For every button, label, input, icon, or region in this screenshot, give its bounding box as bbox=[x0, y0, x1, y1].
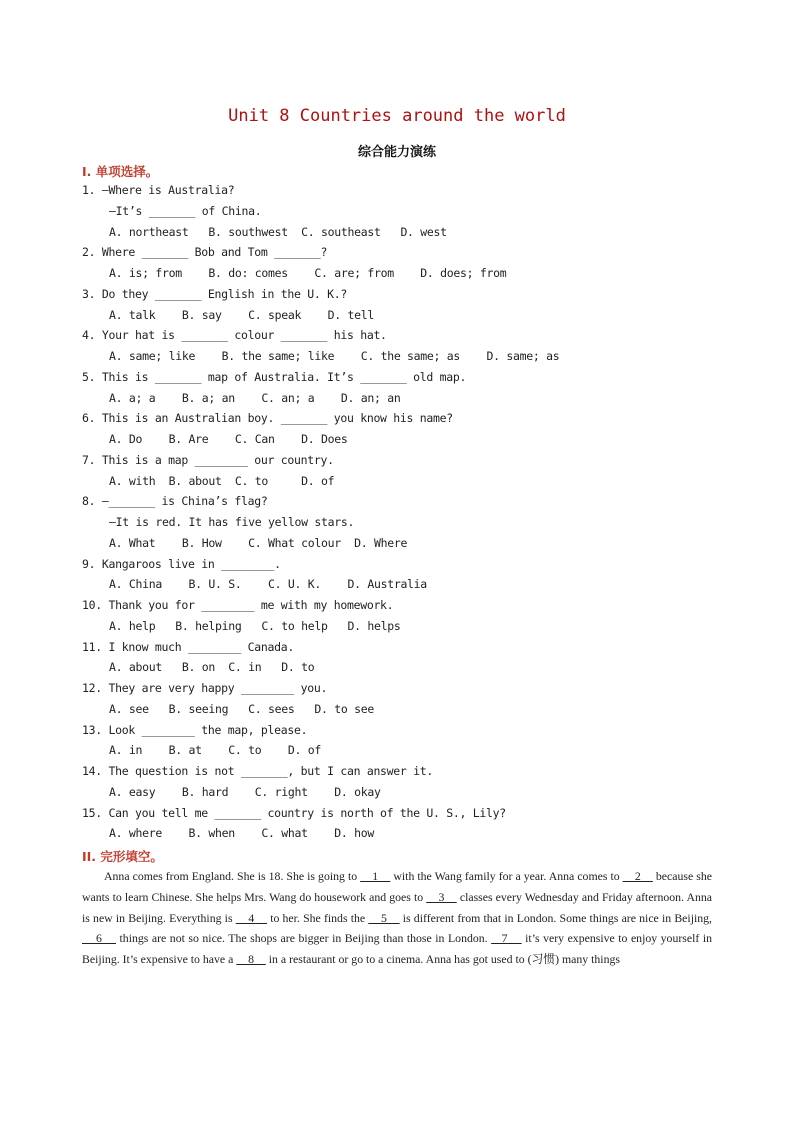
passage-text: it’s very expensive to enjoy yourself in Beijing. It’s expensive to have a bbox=[82, 931, 713, 967]
question-option-line: A. Do B. Are C. Can D. Does bbox=[109, 432, 348, 446]
passage-text: because she wants to learn Chinese. She helps Mrs. Wang do housework and goes to bbox=[82, 869, 712, 904]
question-option-line: A. with B. about C. to D. of bbox=[109, 473, 335, 488]
question-option-line: A. see B. seeing C. sees D. to see bbox=[109, 701, 374, 716]
passage-text: Anna comes from England. She is 18. She is going to bbox=[104, 869, 361, 883]
page-title: Unit 8 Countries around the world bbox=[228, 106, 566, 126]
question-option-line: A. help B. helping C. to help D. helps bbox=[109, 618, 401, 633]
cloze-blank: 4 bbox=[235, 910, 268, 925]
question-stem: 9. Kangaroos live in ________. bbox=[82, 556, 281, 571]
passage-text: classes every Wednesday and Friday afternoon. Anna is new in Beijing. Everything is bbox=[82, 889, 713, 925]
question-option-line: A. where B. when C. what D. how bbox=[109, 826, 374, 841]
cloze-blank: 2 bbox=[622, 869, 653, 883]
question-option-line: A. is; from B. do: comes C. are; from D. does; from bbox=[109, 266, 507, 280]
question-option-line: A. same; like B. the same; like C. the same; as D. same; as bbox=[109, 349, 560, 363]
passage-text: with the Wang family for a year. Anna comes to bbox=[390, 869, 623, 883]
question-stem: 5. This is _______ map of Australia. It’s _______ old map. bbox=[82, 369, 467, 384]
cloze-blank: 6 bbox=[82, 931, 117, 946]
question-option-line: A. in B. at C. to D. of bbox=[109, 743, 321, 758]
question-option-line: A. a; a B. a; an C. an; a D. an; an bbox=[109, 390, 401, 405]
question-option-line: —It is red. It has five yellow stars. bbox=[109, 515, 355, 529]
section-2-heading: II. 完形填空。 bbox=[82, 849, 163, 864]
question-stem: 2. Where _______ Bob and Tom _______? bbox=[82, 245, 328, 260]
question-option-line: A. China B. U. S. C. U. K. D. Australia bbox=[109, 577, 427, 592]
question-option-line: —It’s _______ of China. bbox=[109, 203, 262, 218]
question-stem: 4. Your hat is _______ colour _______ his hat. bbox=[82, 328, 387, 343]
question-stem: 14. The question is not _______, but I can answer it. bbox=[82, 764, 434, 778]
question-option-line: A. easy B. hard C. right D. okay bbox=[109, 784, 381, 799]
question-stem: 8. —_______ is China’s flag? bbox=[82, 494, 268, 509]
question-stem: 13. Look ________ the map, please. bbox=[82, 722, 308, 737]
cloze-blank: 8 bbox=[236, 952, 266, 967]
question-option-line: A. What B. How C. What colour D. Where bbox=[109, 535, 408, 550]
question-stem: 1. —Where is Australia? bbox=[82, 183, 235, 197]
cloze-passage bbox=[82, 866, 712, 970]
passage-text: in a restaurant or go to a cinema. Anna has got used to (习惯) many things bbox=[265, 952, 620, 967]
cloze-blank: 7 bbox=[491, 931, 522, 946]
question-stem: 15. Can you tell me _______ country is north of the U. S., Lily? bbox=[82, 805, 506, 820]
question-option-line: A. northeast B. southwest C. southeast D. west bbox=[109, 224, 447, 239]
cloze-blank: 5 bbox=[368, 910, 400, 925]
question-stem: 3. Do they _______ English in the U. K.? bbox=[82, 286, 347, 301]
section-1-heading: I. 单项选择。 bbox=[82, 164, 159, 179]
cloze-blank: 1 bbox=[360, 869, 391, 883]
question-option-line: A. talk B. say C. speak D. tell bbox=[109, 307, 374, 322]
question-stem: 6. This is an Australian boy. _______ you know his name? bbox=[82, 411, 453, 426]
page-subtitle: 综合能力演练 bbox=[357, 145, 436, 160]
question-stem: 10. Thank you for ________ me with my homework. bbox=[82, 598, 394, 612]
passage-text: to her. She finds the bbox=[267, 910, 369, 925]
question-stem: 12. They are very happy ________ you. bbox=[82, 681, 328, 695]
passage-text: is different from that in London. Some things are nice in Beijing, bbox=[399, 910, 712, 925]
question-option-line: A. about B. on C. in D. to bbox=[109, 660, 315, 675]
cloze-blank: 3 bbox=[426, 889, 457, 904]
question-stem: 11. I know much ________ Canada. bbox=[82, 639, 294, 654]
passage-text: things are not so nice. The shops are bigger in Beijing than those in London. bbox=[116, 931, 492, 946]
question-stem: 7. This is a map ________ our country. bbox=[82, 452, 334, 467]
